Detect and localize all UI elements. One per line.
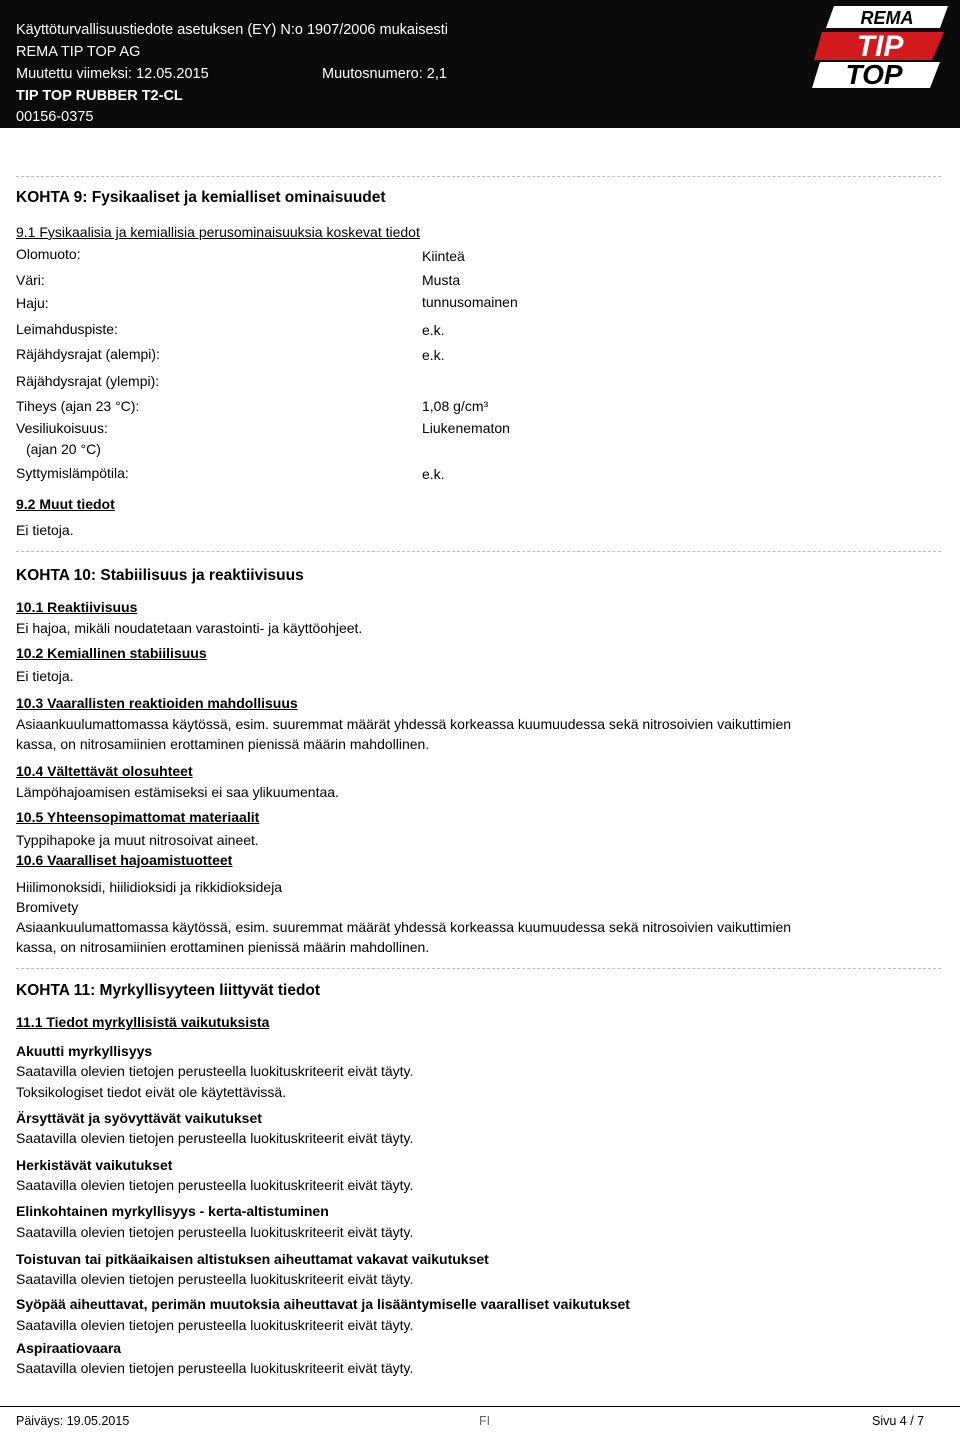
section-10-6-text: Asiaankuulumattomassa käytössä, esim. suuremmat määrät yhdessä korkeassa kuumuudessa sekä nitrosoivien vaikuttimien <box>16 919 792 935</box>
section-divider <box>16 968 941 969</box>
toxicity-heading: Elinkohtainen myrkyllisyys - kerta-altistuminen <box>16 1203 329 1219</box>
section-11-1-heading: 11.1 Tiedot myrkyllisistä vaikutuksista <box>16 1014 270 1030</box>
toxicity-heading: Syöpää aiheuttavat, perimän muutoksia aiheuttavat ja lisääntymiselle vaaralliset vaikutukset <box>16 1296 630 1312</box>
section-10-2-heading: 10.2 Kemiallinen stabiilisuus <box>16 645 207 661</box>
section-10-6-text: kassa, on nitrosamiinien erottaminen pienissä määrin mahdollinen. <box>16 939 430 955</box>
property-value: tunnusomainen <box>422 294 518 310</box>
property-value: Musta <box>422 272 461 288</box>
section-10-5-heading: 10.5 Yhteensopimattomat materiaalit <box>16 809 260 825</box>
property-label: Leimahduspiste: <box>16 321 118 337</box>
logo-top-text: TOP <box>845 59 903 88</box>
header-regulation: Käyttöturvallisuustiedote asetuksen (EY) N:o 1907/2006 mukaisesti <box>16 22 449 38</box>
toxicity-text: Toksikologiset tiedot eivät ole käytettävissä. <box>16 1084 287 1100</box>
section-9-1-heading: 9.1 Fysikaalisia ja kemiallisia perusominaisuuksia koskevat tiedot <box>16 224 420 240</box>
header-product-code: 00156-0375 <box>16 109 94 125</box>
toxicity-heading: Aspiraatiovaara <box>16 1340 122 1356</box>
section-10-3-text: kassa, on nitrosamiinien erottaminen pienissä määrin mahdollinen. <box>16 736 430 752</box>
section-10-title: KOHTA 10: Stabiilisuus ja reaktiivisuus <box>16 567 304 584</box>
property-label: Tiheys (ajan 23 °C): <box>16 398 140 414</box>
section-10-6-text: Bromivety <box>16 899 79 915</box>
section-10-2-text: Ei tietoja. <box>16 668 74 684</box>
toxicity-text: Saatavilla olevien tietojen perusteella luokituskriteerit eivät täyty. <box>16 1177 414 1193</box>
footer-language: FI <box>479 1414 491 1428</box>
section-10-3-text: Asiaankuulumattomassa käytössä, esim. suuremmat määrät yhdessä korkeassa kuumuudessa sekä nitrosoivien vaikuttimien <box>16 716 792 732</box>
header-company: REMA TIP TOP AG <box>16 44 141 60</box>
section-10-3-heading: 10.3 Vaarallisten reaktioiden mahdollisuus <box>16 695 298 711</box>
property-label: Räjähdysrajat (ylempi): <box>16 373 160 389</box>
section-10-4-heading: 10.4 Vältettävät olosuhteet <box>16 763 193 779</box>
property-label: (ajan 20 °C) <box>26 441 101 457</box>
logo-tip-text: TIP <box>856 30 904 63</box>
section-divider <box>16 176 941 177</box>
property-label: Haju: <box>16 295 49 311</box>
section-9-2-text: Ei tietoja. <box>16 522 74 538</box>
property-value: Liukenematon <box>422 420 510 436</box>
toxicity-text: Saatavilla olevien tietojen perusteella luokituskriteerit eivät täyty. <box>16 1224 414 1240</box>
section-11-title: KOHTA 11: Myrkyllisyyteen liittyvät tiedot <box>16 982 321 999</box>
section-10-6-heading: 10.6 Vaaralliset hajoamistuotteet <box>16 852 233 868</box>
section-9-title: KOHTA 9: Fysikaaliset ja kemialliset ominaisuudet <box>16 189 386 206</box>
property-value: Kiinteä <box>422 248 465 264</box>
toxicity-text: Saatavilla olevien tietojen perusteella luokituskriteerit eivät täyty. <box>16 1063 414 1079</box>
toxicity-text: Saatavilla olevien tietojen perusteella luokituskriteerit eivät täyty. <box>16 1130 414 1146</box>
header-modified: Muutettu viimeksi: 12.05.2015 <box>16 66 209 82</box>
toxicity-heading: Herkistävät vaikutukset <box>16 1157 173 1173</box>
toxicity-text: Saatavilla olevien tietojen perusteella luokituskriteerit eivät täyty. <box>16 1271 414 1287</box>
section-10-1-text: Ei hajoa, mikäli noudatetaan varastointi- ja käyttöohjeet. <box>16 620 363 636</box>
header-product: TIP TOP RUBBER T2-CL <box>16 88 183 104</box>
property-label: Vesiliukoisuus: <box>16 420 108 436</box>
toxicity-text: Saatavilla olevien tietojen perusteella luokituskriteerit eivät täyty. <box>16 1317 414 1333</box>
footer-date: Päiväys: 19.05.2015 <box>16 1414 130 1428</box>
property-value: e.k. <box>422 466 445 482</box>
section-10-1-heading: 10.1 Reaktiivisuus <box>16 599 138 615</box>
property-value: e.k. <box>422 322 445 338</box>
property-label: Syttymislämpötila: <box>16 465 129 481</box>
rema-tip-top-logo <box>812 4 950 88</box>
toxicity-heading: Akuutti myrkyllisyys <box>16 1043 153 1059</box>
section-9-2-heading: 9.2 Muut tiedot <box>16 496 115 512</box>
section-10-5-text: Typpihapoke ja muut nitrosoivat aineet. <box>16 832 259 848</box>
toxicity-heading: Ärsyttävät ja syövyttävät vaikutukset <box>16 1110 262 1126</box>
property-label: Väri: <box>16 272 45 288</box>
toxicity-text: Saatavilla olevien tietojen perusteella luokituskriteerit eivät täyty. <box>16 1360 414 1376</box>
toxicity-heading: Toistuvan tai pitkäaikaisen altistuksen aiheuttamat vakavat vaikutukset <box>16 1251 489 1267</box>
property-value: 1,08 g/cm³ <box>422 398 489 414</box>
section-divider <box>16 551 941 552</box>
property-label: Olomuoto: <box>16 246 81 262</box>
property-value: e.k. <box>422 347 445 363</box>
section-10-4-text: Lämpöhajoamisen estämiseksi ei saa ylikuumentaa. <box>16 784 339 800</box>
logo-rema-text: REMA <box>860 8 914 28</box>
header-revision: Muutosnumero: 2,1 <box>322 66 447 82</box>
footer-page-number: Sivu 4 / 7 <box>872 1414 925 1428</box>
footer-divider <box>0 1406 960 1407</box>
property-label: Räjähdysrajat (alempi): <box>16 346 160 362</box>
section-10-6-text: Hiilimonoksidi, hiilidioksidi ja rikkidioksideja <box>16 879 283 895</box>
